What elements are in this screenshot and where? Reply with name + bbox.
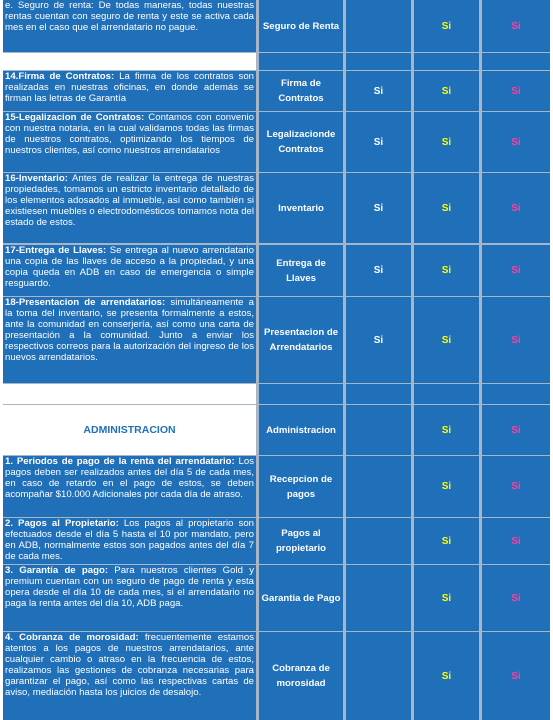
- spacer-cell: [414, 384, 479, 404]
- description-body: Para nuestros clientes Gold y premium cuentan con un seguro de pago de renta y esta opera desde el día 10 de cada mes, si el arrendatario no paga la renta antes del día 10, ADB paga.: [5, 565, 254, 610]
- plan-col4-value: Si: [414, 565, 479, 631]
- service-description: [3, 456, 256, 517]
- plan-col5-value: Si: [482, 173, 550, 243]
- service-name: Garantia de Pago: [259, 565, 343, 631]
- description-lead: e. Seguro de renta:: [5, 0, 94, 11]
- description-body: Los pagos deben ser realizados antes del día 5 de cada mes, en caso de retardo en el pago de estos, se deben acompañar $10.000 Adicionales por cada día de atraso.: [5, 456, 254, 501]
- plan-col3-value: [346, 0, 411, 52]
- plan-col3-value: Si: [346, 71, 411, 111]
- spacer-cell: [259, 384, 343, 404]
- spacer-cell: [482, 384, 550, 404]
- spacer-cell: [414, 53, 479, 70]
- description-body: La firma de los contratos son realizadas en nuestras oficinas, en donde además se firman las letras de Garantía: [5, 71, 254, 105]
- service-name: Inventario: [259, 173, 343, 243]
- service-description: [3, 71, 256, 111]
- description-body: Contamos con convenio con nuestra notaria, en la cual validamos todas las firmas de nuestros contratos, optimizando los tiempos de nuestros clientes, así como nuestros arrendatarios: [5, 112, 255, 157]
- plan-col3-value: [346, 456, 411, 517]
- description-title: 1. Periodos de pago de la renta del arrendatario:: [5, 456, 235, 467]
- section-heading: ADMINISTRACION: [3, 405, 256, 455]
- plan-col5-value: Si: [482, 112, 550, 172]
- spacer-cell: [3, 53, 256, 70]
- service-name: Recepcion de pagos: [259, 456, 343, 517]
- description-title: 3. Garantía de pago:: [5, 565, 109, 576]
- service-name: Seguro de Renta: [259, 0, 343, 52]
- plan-col4-value: Si: [414, 112, 479, 172]
- spacer-cell: [259, 53, 343, 70]
- description-body: Se entrega al nuevo arrendatario una copia de las llaves de acceso a la propiedad, y una copia queda en ADB en caso de emergencia o simple resguardo.: [5, 245, 254, 290]
- description-title: 16-Inventario:: [5, 173, 68, 184]
- service-name: Administracion: [259, 405, 343, 455]
- service-description: [3, 112, 256, 172]
- services-table: [3, 0, 550, 720]
- plan-col4-value: Si: [414, 297, 479, 383]
- description-title: 4. Cobranza de morosidad:: [5, 632, 139, 643]
- description-body: Los pagos al propietario son efectuados desde el día 5 hasta el 10 por mandato, pero en ADB, normalmente estos son pagados antes del día 7 de cada mes.: [5, 518, 254, 563]
- plan-col3-value: Si: [346, 112, 411, 172]
- plan-col5-value: Si: [482, 565, 550, 631]
- plan-col3-value: [346, 405, 411, 455]
- description-title: 15-Legalizacion de Contratos:: [5, 112, 145, 123]
- description-body: De todas maneras, todas nuestras rentas cuentan con seguro de renta y este se activa cada mes en el caso que el arrendatario no pague.: [5, 0, 254, 34]
- service-description: [3, 518, 256, 564]
- service-description: [3, 565, 256, 631]
- description-body: Antes de realizar la entrega de nuestras propiedades, tomamos un estricto inventario detallado de los elementos adosados al inmueble, así como también si existiesen muebles o electrodomésticos tomamos nota del estado de estos.: [5, 173, 254, 229]
- plan-col3-value: [346, 565, 411, 631]
- plan-col4-value: Si: [414, 632, 479, 720]
- service-description: [3, 632, 256, 720]
- plan-col3-value: [346, 632, 411, 720]
- plan-col3-value: Si: [346, 245, 411, 296]
- spacer-cell: [346, 384, 411, 404]
- service-description: [3, 245, 256, 296]
- description-title: 18-Presentacion de arrendatarios:: [5, 297, 166, 308]
- description-body: simultáneamente a la toma del inventario, se presenta formalmente a estos, ante la comunidad en conserjería, así como una carta de presentación a la comunidad. Junto a enviar los respectivos correos para la autorización del ingreso de los nuevos arrendatarios.: [5, 297, 254, 364]
- plan-col3-value: [346, 518, 411, 564]
- plan-col3-value: Si: [346, 173, 411, 243]
- plan-col5-value: Si: [482, 456, 550, 517]
- service-description: [3, 0, 256, 52]
- plan-col4-value: Si: [414, 71, 479, 111]
- plan-col5-value: Si: [482, 71, 550, 111]
- plan-col4-value: Si: [414, 518, 479, 564]
- spacer-cell: [482, 53, 550, 70]
- plan-col5-value: Si: [482, 297, 550, 383]
- plan-col5-value: Si: [482, 245, 550, 296]
- description-title: 17-Entrega de Llaves:: [5, 245, 107, 256]
- description-title: 2. Pagos al Propietario:: [5, 518, 119, 529]
- description-title: 14.Firma de Contratos:: [5, 71, 115, 82]
- plan-col5-value: Si: [482, 0, 550, 52]
- plan-col4-value: Si: [414, 245, 479, 296]
- service-description: [3, 173, 256, 243]
- plan-col4-value: Si: [414, 173, 479, 243]
- plan-col3-value: Si: [346, 297, 411, 383]
- spacer-cell: [3, 384, 256, 404]
- description-body: frecuentemente estamos atentos a los pagos de nuestros arrendatarios, ante cualquier cambio o atraso en la frecuencia de estos, realizamos las gestiones de cobranza necesarias para garantizar el pago, así como las respectivas cartas de aviso, mediación hasta los juicios de desalojo.: [5, 632, 254, 699]
- spacer-cell: [346, 53, 411, 70]
- plan-col4-value: Si: [414, 456, 479, 517]
- service-name: Entrega de Llaves: [259, 245, 343, 296]
- service-name: Presentacion de Arrendatarios: [259, 297, 343, 383]
- plan-col5-value: Si: [482, 632, 550, 720]
- service-name: Pagos al propietario: [259, 518, 343, 564]
- service-description: [3, 297, 256, 383]
- service-name: Legalizacionde Contratos: [259, 112, 343, 172]
- plan-col4-value: Si: [414, 405, 479, 455]
- service-name: Cobranza de morosidad: [259, 632, 343, 720]
- plan-col5-value: Si: [482, 518, 550, 564]
- plan-col4-value: Si: [414, 0, 479, 52]
- plan-col5-value: Si: [482, 405, 550, 455]
- service-name: Firma de Contratos: [259, 71, 343, 111]
